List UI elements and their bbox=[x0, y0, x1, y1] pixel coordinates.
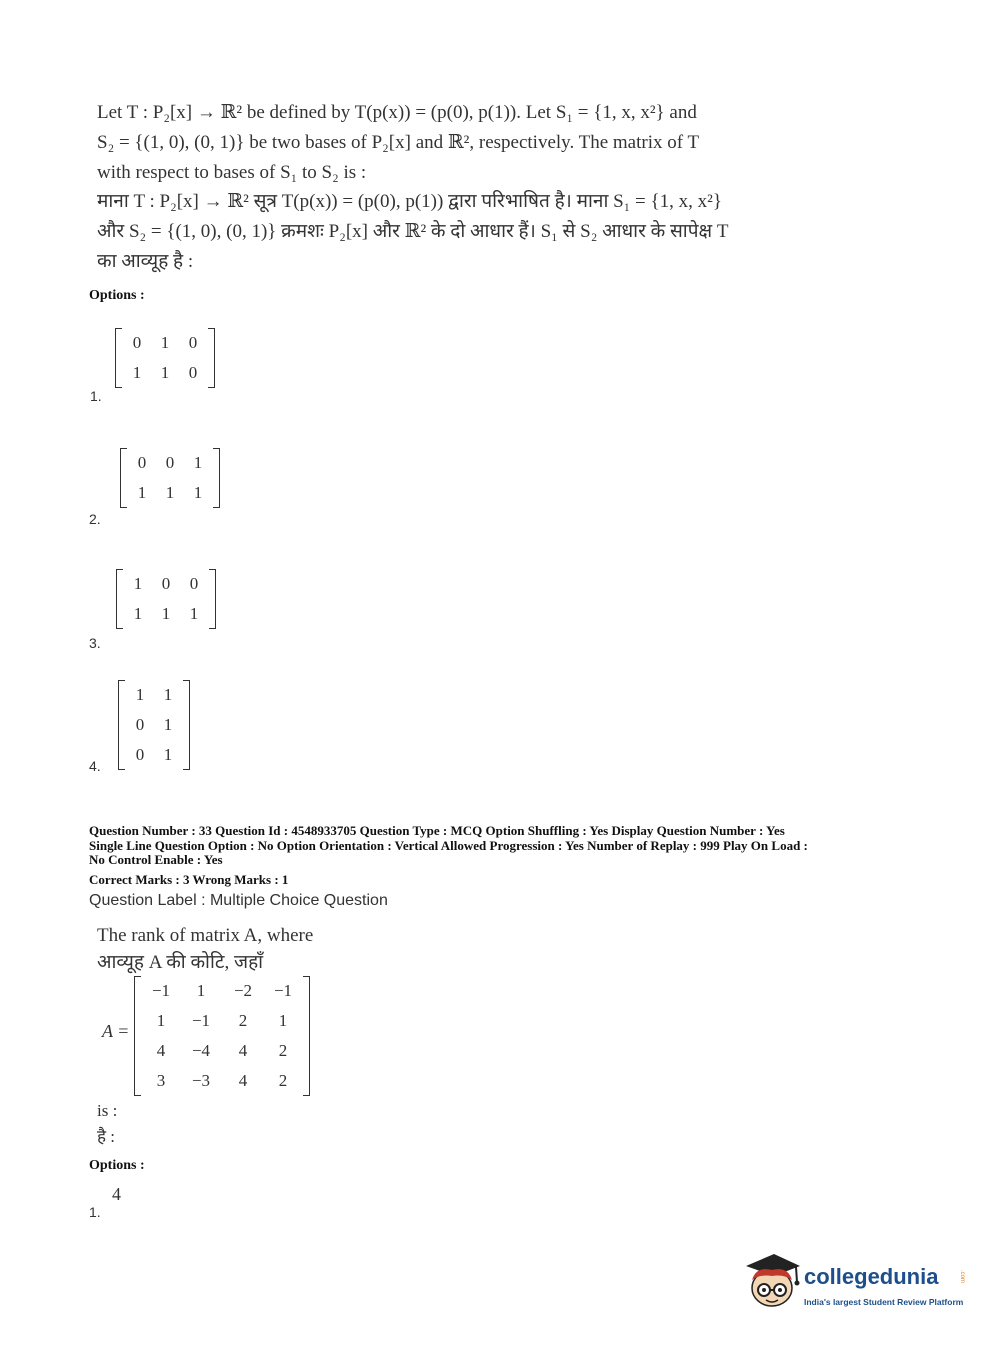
matrix-cell: 1 bbox=[196, 981, 206, 1000]
matrix-cell: 1 bbox=[193, 483, 203, 502]
q1-line-5: और S₂ = {(1, 0), (0, 1)} क्रमशः P₂[x] और ℝ² के दो आधार हैं। S₁ से S₂ आधार के सापेक्ष T bbox=[97, 221, 729, 242]
matrix-cell: 3 bbox=[156, 1071, 166, 1090]
matrix-cell: 0 bbox=[188, 333, 198, 352]
matrix-cell: 1 bbox=[156, 1011, 166, 1030]
q1-options-label: Options : bbox=[89, 288, 145, 303]
q2-is-en: is : bbox=[97, 1101, 118, 1120]
question-metadata bbox=[89, 824, 969, 868]
q1-line-1: Let T : P₂[x] → ℝ² be defined by T(p(x)) = (p(0), p(1)). Let S₁ = {1, x, x²} and bbox=[97, 102, 697, 123]
q1-option-4-number: 4. bbox=[89, 758, 101, 774]
q1-line-3: with respect to bases of S₁ to S₂ is : bbox=[97, 162, 367, 183]
matrix-cell: 1 bbox=[163, 715, 173, 734]
matrix-cell: 0 bbox=[165, 453, 175, 472]
matrix-cell: −2 bbox=[233, 981, 253, 1000]
matrix-cell: 1 bbox=[193, 453, 203, 472]
matrix-cell: 1 bbox=[160, 363, 170, 382]
matrix-cell: −1 bbox=[191, 1011, 211, 1030]
q1-line-4: माना T : P₂[x] → ℝ² सूत्र T(p(x)) = (p(0), p(1)) द्वारा परिभाषित है। माना S₁ = {1, x, x²} bbox=[97, 191, 722, 212]
q1-option-1-number: 1. bbox=[90, 388, 102, 404]
matrix-cell: 0 bbox=[161, 574, 171, 593]
q1-option-2-matrix[interactable] bbox=[120, 448, 220, 508]
matrix-cell: 4 bbox=[238, 1041, 248, 1060]
matrix-cell: 1 bbox=[189, 604, 199, 623]
matrix-cell: −3 bbox=[191, 1071, 211, 1090]
marks-info: Correct Marks : 3 Wrong Marks : 1 bbox=[89, 872, 289, 887]
matrix-cell: 1 bbox=[133, 604, 143, 623]
q2-line-en: The rank of matrix A, where bbox=[97, 925, 314, 946]
matrix-cell: 0 bbox=[135, 715, 145, 734]
q2-option-1-value[interactable]: 4 bbox=[112, 1184, 121, 1204]
matrix-cell: 1 bbox=[133, 574, 143, 593]
q1-option-4-matrix[interactable] bbox=[118, 680, 190, 770]
q2-is-hi: है : bbox=[97, 1127, 116, 1146]
matrix-cell: 2 bbox=[278, 1071, 288, 1090]
matrix-cell: 4 bbox=[238, 1071, 248, 1090]
q2-line-hi: आव्यूह A की कोटि, जहाँ bbox=[97, 952, 264, 973]
q2-matrix-a bbox=[134, 976, 310, 1096]
q2-option-1-number: 1. bbox=[89, 1204, 101, 1220]
matrix-cell: 1 bbox=[132, 363, 142, 382]
matrix-cell: 4 bbox=[156, 1041, 166, 1060]
matrix-cell: −1 bbox=[273, 981, 293, 1000]
meta-line-1: Question Number : 33 Question Id : 4548933705 Question Type : MCQ Option Shuffling : Yes Display Question Number : Yes bbox=[89, 823, 785, 838]
matrix-cell: 1 bbox=[163, 745, 173, 764]
matrix-cell: 1 bbox=[161, 604, 171, 623]
matrix-cell: 0 bbox=[132, 333, 142, 352]
meta-line-3: No Control Enable : Yes bbox=[89, 852, 223, 867]
matrix-cell: 1 bbox=[278, 1011, 288, 1030]
matrix-cell: 1 bbox=[165, 483, 175, 502]
matrix-cell: 1 bbox=[163, 685, 173, 704]
question-label: Question Label : Multiple Choice Question bbox=[89, 892, 388, 909]
q1-option-1-matrix[interactable] bbox=[115, 328, 215, 388]
q1-option-3-number: 3. bbox=[89, 635, 101, 651]
matrix-cell: 0 bbox=[189, 574, 199, 593]
student-mascot-icon bbox=[742, 1250, 802, 1314]
q1-line-2: S₂ = {(1, 0), (0, 1)} be two bases of P₂[x] and ℝ², respectively. The matrix of T bbox=[97, 132, 700, 153]
logo-wordmark: collegedunia bbox=[804, 1264, 939, 1289]
logo-tagline: India's largest Student Review Platform bbox=[804, 1297, 964, 1307]
q1-line-6: का आव्यूह है : bbox=[97, 251, 194, 272]
matrix-cell: 2 bbox=[278, 1041, 288, 1060]
q1-option-3-matrix[interactable] bbox=[116, 569, 216, 629]
q1-option-2-number: 2. bbox=[89, 511, 101, 527]
collegedunia-logo bbox=[742, 1250, 972, 1320]
matrix-a-label: A = bbox=[102, 1021, 130, 1041]
matrix-cell: 0 bbox=[188, 363, 198, 382]
matrix-cell: 1 bbox=[137, 483, 147, 502]
matrix-cell: 0 bbox=[137, 453, 147, 472]
logo-suffix: .com bbox=[959, 1270, 965, 1284]
matrix-cell: 2 bbox=[238, 1011, 248, 1030]
matrix-cell: 1 bbox=[135, 685, 145, 704]
matrix-cell: 0 bbox=[135, 745, 145, 764]
matrix-cell: −1 bbox=[151, 981, 171, 1000]
matrix-cell: −4 bbox=[191, 1041, 211, 1060]
q2-options-label: Options : bbox=[89, 1158, 145, 1173]
matrix-cell: 1 bbox=[160, 333, 170, 352]
meta-line-2: Single Line Question Option : No Option Orientation : Vertical Allowed Progression : Yes Number of Replay : 999 Play On Load : bbox=[89, 837, 808, 853]
